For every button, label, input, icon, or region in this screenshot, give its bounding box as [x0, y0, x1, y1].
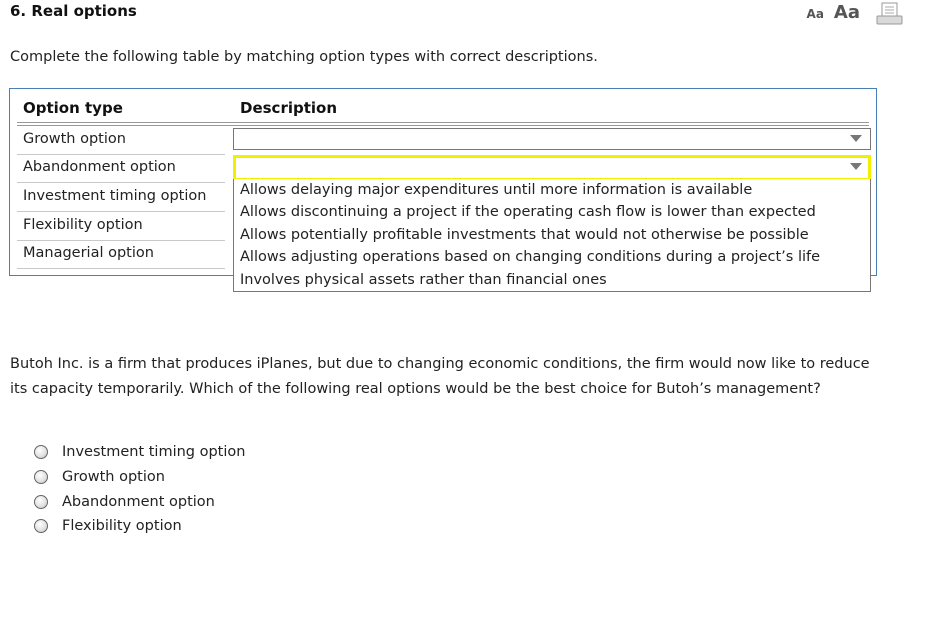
question-title: 6. Real options [10, 2, 137, 20]
row-divider [17, 211, 225, 212]
radio-button[interactable] [34, 495, 48, 509]
row-label-managerial: Managerial option [23, 245, 154, 261]
header-description: Description [240, 99, 338, 117]
header-option-type: Option type [23, 99, 123, 117]
answer-choice-investment-timing[interactable] [34, 444, 245, 460]
answer-choice-label[interactable]: Growth option [62, 469, 165, 485]
chevron-down-icon[interactable] [850, 163, 862, 170]
header-divider [17, 122, 869, 126]
row-label-investment-timing: Investment timing option [23, 188, 207, 204]
row-label-abandonment: Abandonment option [23, 159, 176, 175]
font-size-small-button[interactable]: Aa [806, 7, 824, 21]
radio-button[interactable] [34, 470, 48, 484]
answer-choice-label[interactable]: Flexibility option [62, 518, 182, 534]
radio-button[interactable] [34, 519, 48, 533]
dropdown-option[interactable]: Allows discontinuing a project if the operating cash flow is lower than expected [240, 204, 816, 221]
description-select-growth[interactable] [233, 128, 871, 150]
description-dropdown-list [233, 179, 871, 292]
print-icon[interactable] [876, 2, 904, 26]
row-divider [17, 154, 225, 155]
answer-choice-abandonment[interactable] [34, 494, 215, 510]
dropdown-option[interactable]: Involves physical assets rather than financial ones [240, 271, 607, 288]
description-select-abandonment[interactable] [233, 155, 871, 181]
question-text: Butoh Inc. is a firm that produces iPlanes, but due to changing economic conditions, the firm would now like to reduce its capacity temporarily. Which of the following real options would be the best choice for Butoh’s management? [10, 356, 870, 397]
row-label-flexibility: Flexibility option [23, 217, 143, 233]
answer-choice-label[interactable]: Investment timing option [62, 444, 246, 460]
dropdown-option[interactable]: Allows potentially profitable investments that would not otherwise be possible [240, 226, 809, 243]
row-divider [17, 268, 225, 269]
row-divider [17, 182, 225, 183]
toolbar [807, 2, 904, 26]
font-size-large-button[interactable]: Aa [833, 2, 860, 23]
answer-choice-flexibility[interactable] [34, 518, 182, 534]
radio-button[interactable] [34, 445, 48, 459]
answer-choice-growth[interactable] [34, 469, 165, 485]
answer-choice-label[interactable]: Abandonment option [62, 494, 215, 510]
row-label-growth: Growth option [23, 131, 126, 147]
chevron-down-icon[interactable] [850, 135, 862, 142]
instruction-text: Complete the following table by matching option types with correct descriptions. [10, 49, 598, 65]
dropdown-option[interactable]: Allows adjusting operations based on changing conditions during a project’s life [240, 249, 821, 266]
row-divider [17, 240, 225, 241]
dropdown-option[interactable]: Allows delaying major expenditures until more information is available [240, 182, 753, 198]
